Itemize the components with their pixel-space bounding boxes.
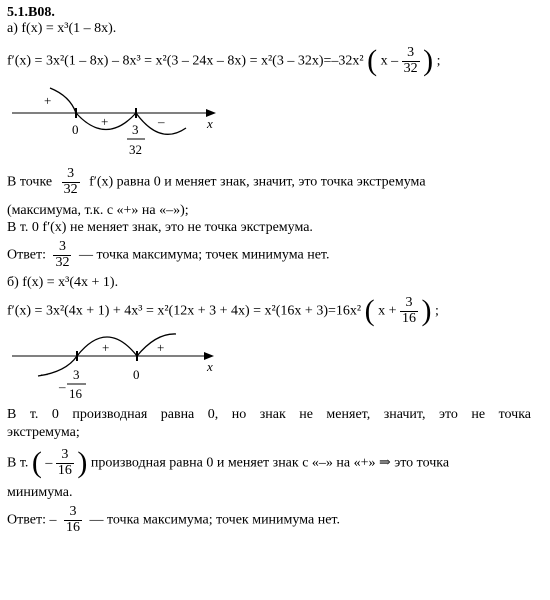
- fraction-sign: –: [45, 455, 53, 471]
- part-b-text3: минимума.: [7, 485, 73, 500]
- zero-label: 0: [133, 367, 140, 382]
- answer-label: Ответ:: [7, 512, 46, 528]
- fraction-numerator: 3: [405, 295, 413, 310]
- part-b-text2-mid: производная равна 0 и меняет знак с «–» на «+» ⇒ это точка: [90, 455, 450, 471]
- answer-fraction: [64, 505, 82, 535]
- part-a-text1-end: f′(x) равна 0 и меняет знак, значит, это точка экстремума: [89, 174, 426, 190]
- part-b-derivative-main: f′(x) = 3x²(4x + 1) + 4x³ = x²(12x + 3 + 4x) = x²(16x + 3)=16x²: [7, 303, 362, 319]
- fraction-denominator: 32: [403, 60, 418, 76]
- part-b-text1-end: экстремума;: [7, 425, 80, 440]
- part-b-task: б) f(x) = x³(4x + 1).: [7, 275, 119, 290]
- fraction-numerator: 3: [67, 166, 75, 181]
- problem-title: 5.1.В08.: [7, 5, 55, 20]
- axis-variable: x: [207, 116, 213, 131]
- part-b-text2-fraction: [56, 448, 74, 478]
- part-a-derivative-main: f′(x) = 3x²(1 – 8x) – 8x³ = x²(3 – 24x – 8x) = x²(3 – 32x)=–32x²: [7, 53, 364, 69]
- axis-variable: x: [207, 359, 213, 374]
- part-a-text3: В т. 0 f′(x) не меняет знак, это не точка экстремума.: [7, 220, 313, 235]
- fraction-numerator: 3: [407, 45, 415, 60]
- fraction-denominator: 16: [57, 462, 72, 478]
- close-paren: ): [77, 446, 88, 480]
- sign-left: –: [41, 366, 48, 381]
- part-a-tail: ;: [436, 53, 441, 69]
- answer-label: Ответ:: [7, 247, 46, 263]
- sign-right: +: [157, 340, 165, 355]
- part-b-tail: ;: [434, 303, 439, 319]
- part-a-text1-start: В точке: [7, 174, 53, 190]
- point-numerator: 3: [73, 367, 80, 382]
- part-a-text2: (максимума, т.к. с «+» на «–»);: [7, 203, 189, 218]
- fraction-denominator: 16: [401, 310, 416, 326]
- part-b-text1-start: В т. 0 производная равна 0, но знак не меняет, значит, это не точка: [7, 407, 531, 422]
- part-a-task: а) f(x) = x³(1 – 8x).: [7, 21, 117, 36]
- sign-mid: +: [101, 114, 109, 129]
- part-b-text2-start: В т.: [7, 455, 29, 471]
- part-b-answer: [7, 505, 340, 535]
- open-paren: (: [31, 446, 42, 480]
- close-paren: ): [423, 44, 434, 78]
- answer-sign: –: [49, 512, 57, 528]
- open-paren: (: [364, 294, 375, 328]
- part-a-paren-prefix: x –: [380, 53, 399, 69]
- fraction-numerator: 3: [58, 239, 66, 254]
- sign-left: +: [44, 93, 52, 108]
- sign-mid: +: [102, 340, 110, 355]
- open-paren: (: [367, 44, 378, 78]
- point-denominator: 16: [69, 386, 82, 401]
- fraction-numerator: 3: [61, 447, 69, 462]
- close-paren: ): [421, 294, 432, 328]
- part-b-text2: [7, 448, 531, 478]
- answer-text: — точка максимума; точек минимума нет.: [78, 247, 330, 263]
- fraction-denominator: 32: [55, 254, 70, 270]
- point-numerator: 3: [132, 122, 139, 137]
- sign-right: –: [158, 114, 165, 129]
- answer-text: — точка максимума; точек минимума нет.: [89, 512, 340, 528]
- fraction-numerator: 3: [69, 504, 77, 519]
- part-b-paren-prefix: x +: [378, 303, 397, 319]
- point-denominator: 32: [129, 142, 142, 157]
- fraction-denominator: 16: [65, 519, 80, 535]
- zero-label: 0: [72, 122, 79, 137]
- fraction-denominator: 32: [63, 181, 78, 197]
- point-sign: –: [59, 379, 66, 394]
